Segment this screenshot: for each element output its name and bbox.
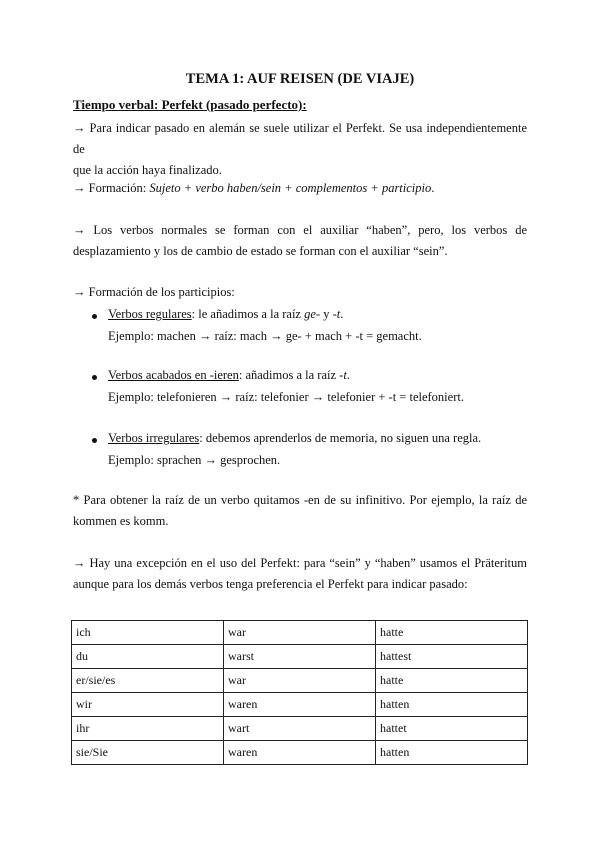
paragraph-line: → Hay una excepción en el uso del Perfekt: para “sein” y “haben” usamos el Präteritum [73,556,527,570]
table-cell: waren [224,693,376,717]
table-cell: wir [72,693,224,717]
bullet-text: : le añadimos a la raíz [191,307,305,321]
paragraph-line: que la acción haya finalizado. [73,163,222,177]
table-cell: du [72,645,224,669]
table-cell: war [224,621,376,645]
paragraph-line: → Los verbos normales se forman con el auxiliar “haben”, pero, los verbos de [73,223,527,237]
bullet-dot [92,314,97,319]
paragraph-root-note [73,490,527,532]
bullet-italic: -t [339,368,347,382]
bullet-term: Verbos acabados en -ieren [108,368,239,382]
table-cell: war [224,669,376,693]
bullet-regular-verbs [108,303,422,347]
bullet-dot [92,375,97,380]
paragraph-exception [73,553,527,595]
table-cell: ich [72,621,224,645]
table-cell: hattest [376,645,528,669]
bullet-italic: ge- [304,307,321,321]
formation-formula: Sujeto + verbo haben/sein + complementos + participio [149,181,432,195]
bullet-ieren-verbs [108,364,464,408]
bullet-irregular-verbs [108,427,481,471]
table-cell: hatte [376,669,528,693]
paragraph-line: desplazamiento y los de cambio de estado se forman con el auxiliar “sein”. [73,244,448,258]
bullet-text: . [340,307,344,321]
table-cell: hattet [376,717,528,741]
table-cell: hatten [376,693,528,717]
table-row [72,741,528,765]
table-row [72,669,528,693]
table-cell: warst [224,645,376,669]
bullet-text: y [320,307,333,321]
table-row [72,645,528,669]
bullet-example: Ejemplo: telefonieren → raíz: telefonier → telefonier + -t = telefoniert. [108,390,464,404]
bullet-term: Verbos irregulares [108,431,200,445]
bullet-text: . [346,368,350,382]
formation-prefix: → Formación: [73,181,150,195]
table-row [72,693,528,717]
section-subtitle: Tiempo verbal: Perfekt (pasado perfecto): [73,97,307,112]
table-cell: sie/Sie [72,741,224,765]
bullet-term: Verbos regulares [108,307,192,321]
paragraph-formation [73,178,527,199]
paragraph-line: → Para indicar pasado en alemán se suele utilizar el Perfekt. Se usa independientemente de [73,121,527,156]
bullet-text: : añadimos a la raíz [238,368,340,382]
table-cell: hatte [376,621,528,645]
table-cell: ihr [72,717,224,741]
paragraph-participles: → Formación de los participios: [73,285,235,299]
conjugation-table [71,620,528,765]
page-title: TEMA 1: AUF REISEN (DE VIAJE) [185,71,415,87]
paragraph-line: aunque para los demás verbos tenga preferencia el Perfekt para indicar pasado: [73,577,468,591]
formation-suffix: . [431,181,435,195]
table-cell: waren [224,741,376,765]
table-row [72,621,528,645]
paragraph-perfekt-usage [73,118,527,181]
bullet-text: : debemos aprenderlos de memoria, no siguen una regla. [199,431,482,445]
bullet-example: Ejemplo: machen → raíz: mach → ge- + mach + -t = gemacht. [108,329,422,343]
table-cell: wart [224,717,376,741]
paragraph-auxiliaries [73,220,527,262]
bullet-italic: -t [332,307,341,321]
paragraph-line: * Para obtener la raíz de un verbo quitamos -en de su infinitivo. Por ejemplo, la raíz de [73,493,527,507]
bullet-example: Ejemplo: sprachen → gesprochen. [108,453,281,467]
paragraph-line: kommen es komm. [73,514,169,528]
table-cell: hatten [376,741,528,765]
table-row [72,717,528,741]
bullet-dot [92,438,97,443]
table-cell: er/sie/es [72,669,224,693]
